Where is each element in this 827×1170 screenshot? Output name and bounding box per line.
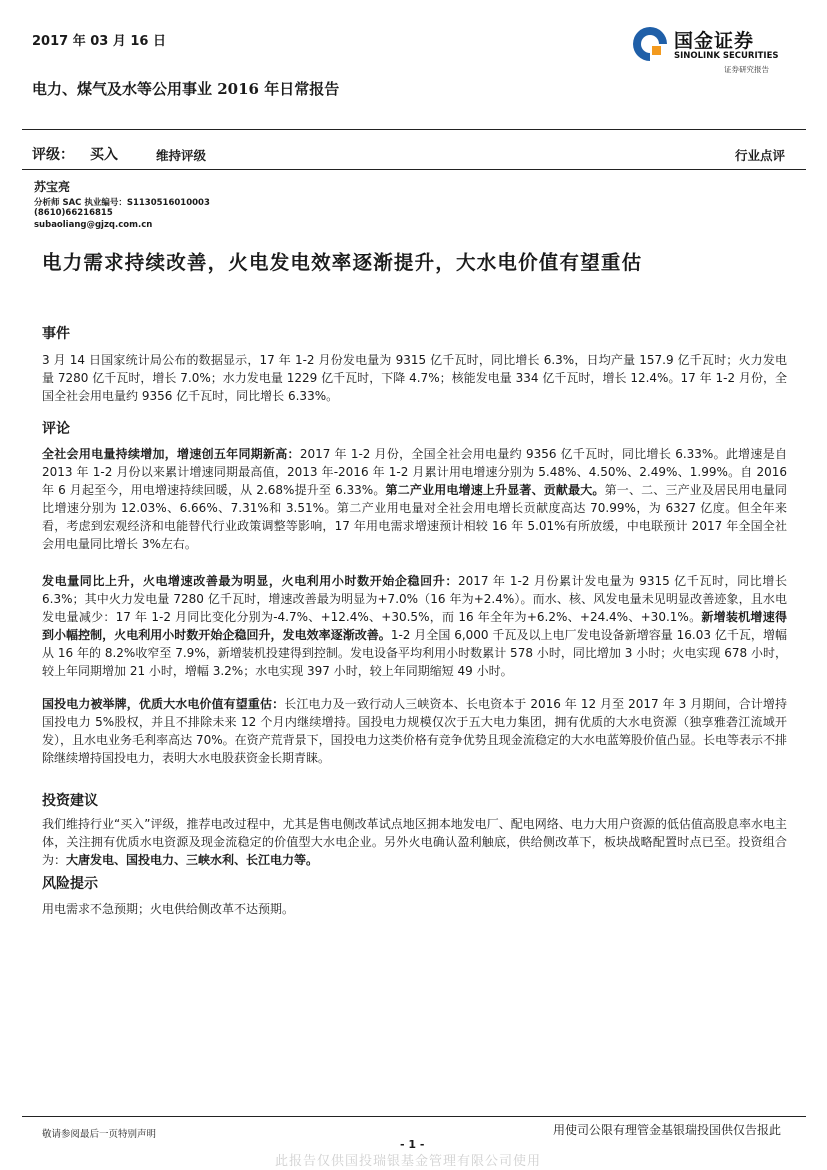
analyst-name: 苏宝亮 xyxy=(34,180,71,194)
footer-disclaimer: 敬请参阅最后一页特别声明 xyxy=(42,1129,157,1140)
analyst-phone: (8610)66216815 xyxy=(34,208,113,218)
divider-footer xyxy=(22,1116,806,1117)
risk-paragraph: 用电需求不急预期；火电供给侧改革不达预期。 xyxy=(42,902,295,916)
logo-name-en: SINOLINK SECURITIES xyxy=(674,51,779,61)
section-title-investment: 投资建议 xyxy=(42,793,98,809)
section-title-risk: 风险提示 xyxy=(42,876,98,892)
comment-paragraph-2 xyxy=(42,572,787,680)
divider-rating xyxy=(22,169,806,170)
section-title-comment: 评论 xyxy=(42,421,70,437)
comment-1-subhead: 第二产业用电增速上升显著、贡献最大。 xyxy=(385,483,605,497)
report-headline: 电力需求持续改善，火电发电效率逐渐提升，大水电价值有望重估 xyxy=(42,251,643,274)
comment-2-text-b: 1-2 月全国 6,000 千瓦及以上电厂发电设备新增容量 16.03 亿千瓦，增幅从 16 年的 8.2%收窄至 7.9%，新增装机投建得到控制。发电设备平均利用小时数累计 578 小时，同比增加 3 小时；火电实现 678 小时，较上年同期增加 21 小时，增幅 3.2%；水电实现 397 小时，较上年同期缩短 49 小时。 xyxy=(42,628,787,678)
page-number: - 1 - xyxy=(400,1138,425,1151)
report-title: 电力、煤气及水等公用事业 2016 年日常报告 xyxy=(32,80,340,98)
comment-paragraph-1 xyxy=(42,445,787,553)
comment-2-text-a: 2017 年 1-2 月份累计发电量为 9315 亿千瓦时，同比增长 6.3%；其中火力发电量 7280 亿千瓦时，增速改善最为明显为+7.0%（16 年为+2.4%）。而水、核、风发电量未见明显改善迹象，且水电发电量减少：17 年 1-2 月同比变化分别为-4.7%、+12.4%、+30.5%，而 16 年全年为+6.2%、+24.4%、+30.1%。 xyxy=(42,574,787,624)
footer-watermark: 此报告仅供国投瑞银基金管理有限公司使用 xyxy=(275,1154,542,1169)
section-title-event: 事件 xyxy=(42,326,70,342)
analyst-email[interactable]: subaoliang@gjzq.com.cn xyxy=(34,220,153,230)
event-paragraph: 3 月 14 日国家统计局公布的数据显示，17 年 1-2 月份发电量为 9315 亿千瓦时，同比增长 6.3%，日均产量 157.9 亿千瓦时；火力发电量 7280 亿千瓦时，增长 7.0%；水力发电量 1229 亿千瓦时，下降 4.7%；核能发电量 334 亿千瓦时，增长 12.4%。17 年 1-2 月份，全国全社会用电量约 9356 亿千瓦时，同比增长 6.33%。 xyxy=(42,353,787,403)
comment-2-lead: 发电量同比上升，火电增速改善最为明显，火电利用小时数开始企稳回升： xyxy=(42,574,458,588)
comment-1-text-a: 2017 年 1-2 月份，全国全社会用电量约 9356 亿千瓦时，同比增长 6.33%。此增速是自 2013 年 1-2 月份以来累计增速同期最高值，2013 年-2016 年 1-2 月累计用电增速分别为 5.48%、4.50%、2.49%、1.99%。自 2016 年 6 月起至今，用电增速持续回暖，从 2.68%提升至 6.33%。 xyxy=(42,447,787,497)
comment-paragraph-3 xyxy=(42,695,787,767)
comment-3-lead: 国投电力被举牌，优质大水电价值有望重估： xyxy=(42,697,285,711)
investment-portfolio: 大唐发电、国投电力、三峡水利、长江电力等。 xyxy=(66,853,319,867)
logo-name-cn: 国金证券 xyxy=(674,30,755,52)
rating-value: 买入 xyxy=(90,147,118,163)
comment-2-subhead: 新增装机增速得到小幅控制，火电利用小时数开始企稳回升，发电效率逐渐改善。 xyxy=(42,610,787,642)
divider-top xyxy=(22,129,806,130)
company-logo xyxy=(630,24,790,76)
investment-paragraph xyxy=(42,815,787,869)
report-date: 2017 年 03 月 16 日 xyxy=(32,34,166,49)
rating-label: 评级： xyxy=(32,147,74,163)
report-type: 行业点评 xyxy=(734,148,785,163)
logo-subtitle: 证券研究报告 xyxy=(724,65,769,74)
rating-status: 维持评级 xyxy=(156,148,207,163)
investment-text: 我们维持行业“买入”评级，推荐电改过程中，尤其是售电侧改革试点地区拥本地发电厂、配电网络、电力大用户资源的低估值高股息率水电主体，关注拥有优质水电资源及现金流稳定的价值型大水电企业。另外火电确认盈利触底，供给侧改革下，板块战略配置时点已至。投资组合为： xyxy=(42,817,787,867)
analyst-license: 分析师 SAC 执业编号：S1130516010003 xyxy=(34,198,210,208)
sinolink-logo-icon xyxy=(630,24,670,64)
comment-1-text-b: 第一、二、三产业及居民用电量同比增速分别为 12.03%、6.66%、7.31%和 3.51%。第二产业用电量对全社会用电增长贡献度高达 70.99%，为 6327 亿度。但全年来看，考虑到宏观经济和电能替代行业政策调整等影响，17 年用电需求增速预计相较 16 年 5.01%有所放缓，中电联预计 2017 年全国全社会用电量同比增长 3%左右。 xyxy=(42,483,787,551)
comment-3-text: 长江电力及一致行动人三峡资本、长电资本于 2016 年 12 月至 2017 年 3 月期间，合计增持国投电力 5%股权，并且不排除未来 12 个月内继续增持。国投电力规模仅次于五大电力集团，拥有优质的大水电资源（独享雅砻江流域开发），且水电业务毛利率高达 70%。在资产荒背景下，国投电力这类价格有竞争优势且现金流稳定的大水电蓝筹股价值凸显。长电等表示不排除继续增持国投电力，表明大水电股获资金长期青睐。 xyxy=(42,697,787,765)
comment-1-lead: 全社会用电量持续增加，增速创五年同期新高： xyxy=(42,447,300,461)
footer-usage-note: 用使司公限有理管金基银瑞投国供仅告报此 xyxy=(552,1123,781,1137)
